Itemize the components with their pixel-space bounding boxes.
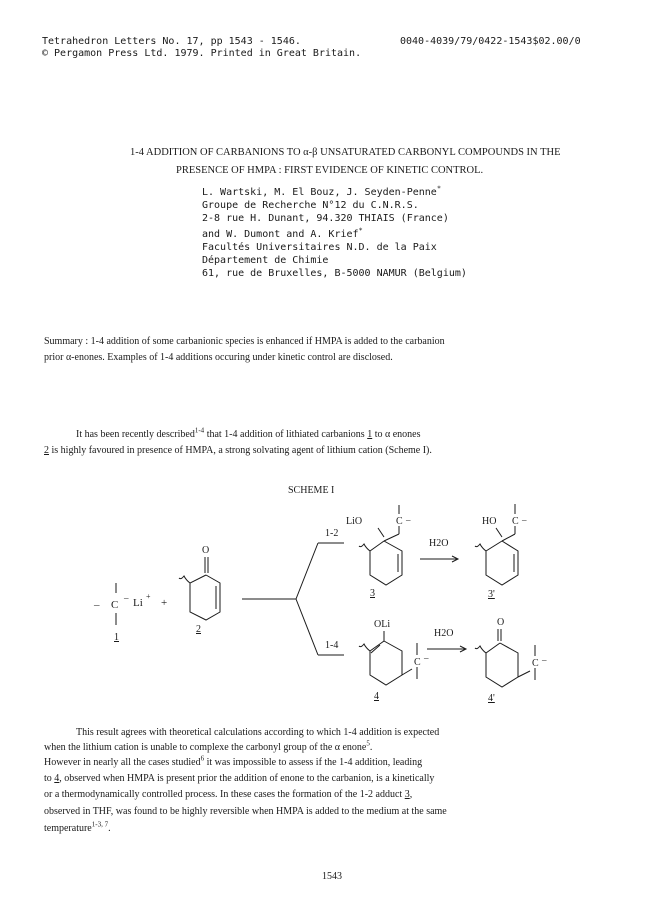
path-1-2-label: 1-2 — [325, 528, 339, 539]
body-line-3: However in nearly all the cases studied$^6$ it was impossible to assess if the 1-4 addition, leading — [44, 754, 423, 768]
compound-1-label: 1 — [114, 632, 119, 643]
authors-line-5: Facultés Universitaires N.D. de la Paix — [202, 242, 437, 253]
body-line-1: This result agrees with theoretical calculations according to which 1-4 addition is expected — [76, 727, 440, 738]
scheme-diagram — [0, 495, 672, 715]
authors-line-4: and W. Dumont and A. Krief* — [202, 226, 363, 240]
compound-3p-bond: – — [522, 515, 527, 525]
compound-3-bond: – — [406, 515, 411, 525]
enone-oxygen: O — [202, 545, 210, 556]
compound-3-label: 3 — [370, 588, 375, 599]
lio-label: LiO — [346, 516, 363, 527]
carbanion-minus: – — [94, 599, 100, 611]
ketone-oxygen: O — [497, 617, 505, 628]
authors-line-6: Département de Chimie — [202, 255, 329, 266]
authors-line-3: 2-8 rue H. Dunant, 94.320 THIAIS (France) — [202, 213, 449, 224]
compound-3p-carbon: C — [512, 516, 519, 527]
compound-3-carbon: C — [396, 516, 403, 527]
lithium-charge: + — [146, 592, 151, 601]
lithium-label: Li — [133, 597, 143, 609]
authors-line-7: 61, rue de Bruxelles, B-5000 NAMUR (Belgium) — [202, 268, 467, 279]
compound-4p-bond: – — [542, 655, 547, 665]
compound-4p-label: 4' — [488, 693, 495, 704]
h2o-bottom-label: H2O — [434, 628, 454, 639]
body-line-2: when the lithium cation is unable to complexe the carbonyl group of the α enone$^5$. — [44, 739, 373, 753]
compound-2-label: 2 — [196, 624, 201, 635]
compound-4-bond: – — [424, 653, 429, 663]
copyright-line: © Pergamon Press Ltd. 1979. Printed in Great Britain. — [42, 48, 362, 59]
journal-line: Tetrahedron Letters No. 17, pp 1543 - 1546. — [42, 36, 301, 47]
carbanion-bond: – — [124, 593, 129, 603]
plus-sign: + — [161, 597, 168, 609]
compound-4-carbon: C — [414, 657, 421, 668]
article-code: 0040-4039/79/0422-1543$02.00/0 — [400, 36, 581, 47]
compound-4-label: 4 — [374, 691, 379, 702]
intro-line-2: 2 is highly favoured in presence of HMPA, a strong solvating agent of lithium cation (Scheme I). — [44, 445, 432, 456]
intro-line-1: It has been recently described$^{1-4}$ that 1-4 addition of lithiated carbanions 1 to α enones — [76, 426, 421, 440]
compound-3p-label: 3' — [488, 589, 495, 600]
authors-line-2: Groupe de Recherche N°12 du C.N.R.S. — [202, 200, 419, 211]
body-line-5: or a thermodynamically controlled process. In these cases the formation of the 1-2 adduct 3, — [44, 789, 413, 800]
page-number: 1543 — [322, 871, 342, 882]
h2o-top-label: H2O — [429, 538, 449, 549]
title-line-2: PRESENCE OF HMPA : FIRST EVIDENCE OF KINETIC CONTROL. — [176, 165, 484, 176]
body-line-4: to 4, observed when HMPA is present prior the addition of enone to the carbanion, is a kinetically — [44, 773, 435, 784]
path-1-4-label: 1-4 — [325, 640, 339, 651]
carbanion-c: C — [111, 599, 119, 611]
oli-label: OLi — [374, 619, 391, 630]
body-line-7: temperature$^{1-3, 7}$. — [44, 820, 111, 834]
body-line-6: observed in THF, was found to be highly reversible when HMPA is added to the medium at the same — [44, 806, 447, 817]
authors-line-1: L. Wartski, M. El Bouz, J. Seyden-Penne* — [202, 184, 442, 198]
summary-line-2: prior α-enones. Examples of 1-4 additions occuring under kinetic control are disclosed. — [44, 352, 393, 363]
title-line-1: 1-4 ADDITION OF CARBANIONS TO α-β UNSATURATED CARBONYL COMPOUNDS IN THE — [130, 147, 561, 158]
summary-line-1: Summary : 1-4 addition of some carbanionic species is enhanced if HMPA is added to the carbanion — [44, 336, 445, 347]
compound-4p-carbon: C — [532, 658, 539, 669]
scheme-title: SCHEME I — [288, 485, 335, 496]
ho-label: HO — [482, 516, 497, 527]
